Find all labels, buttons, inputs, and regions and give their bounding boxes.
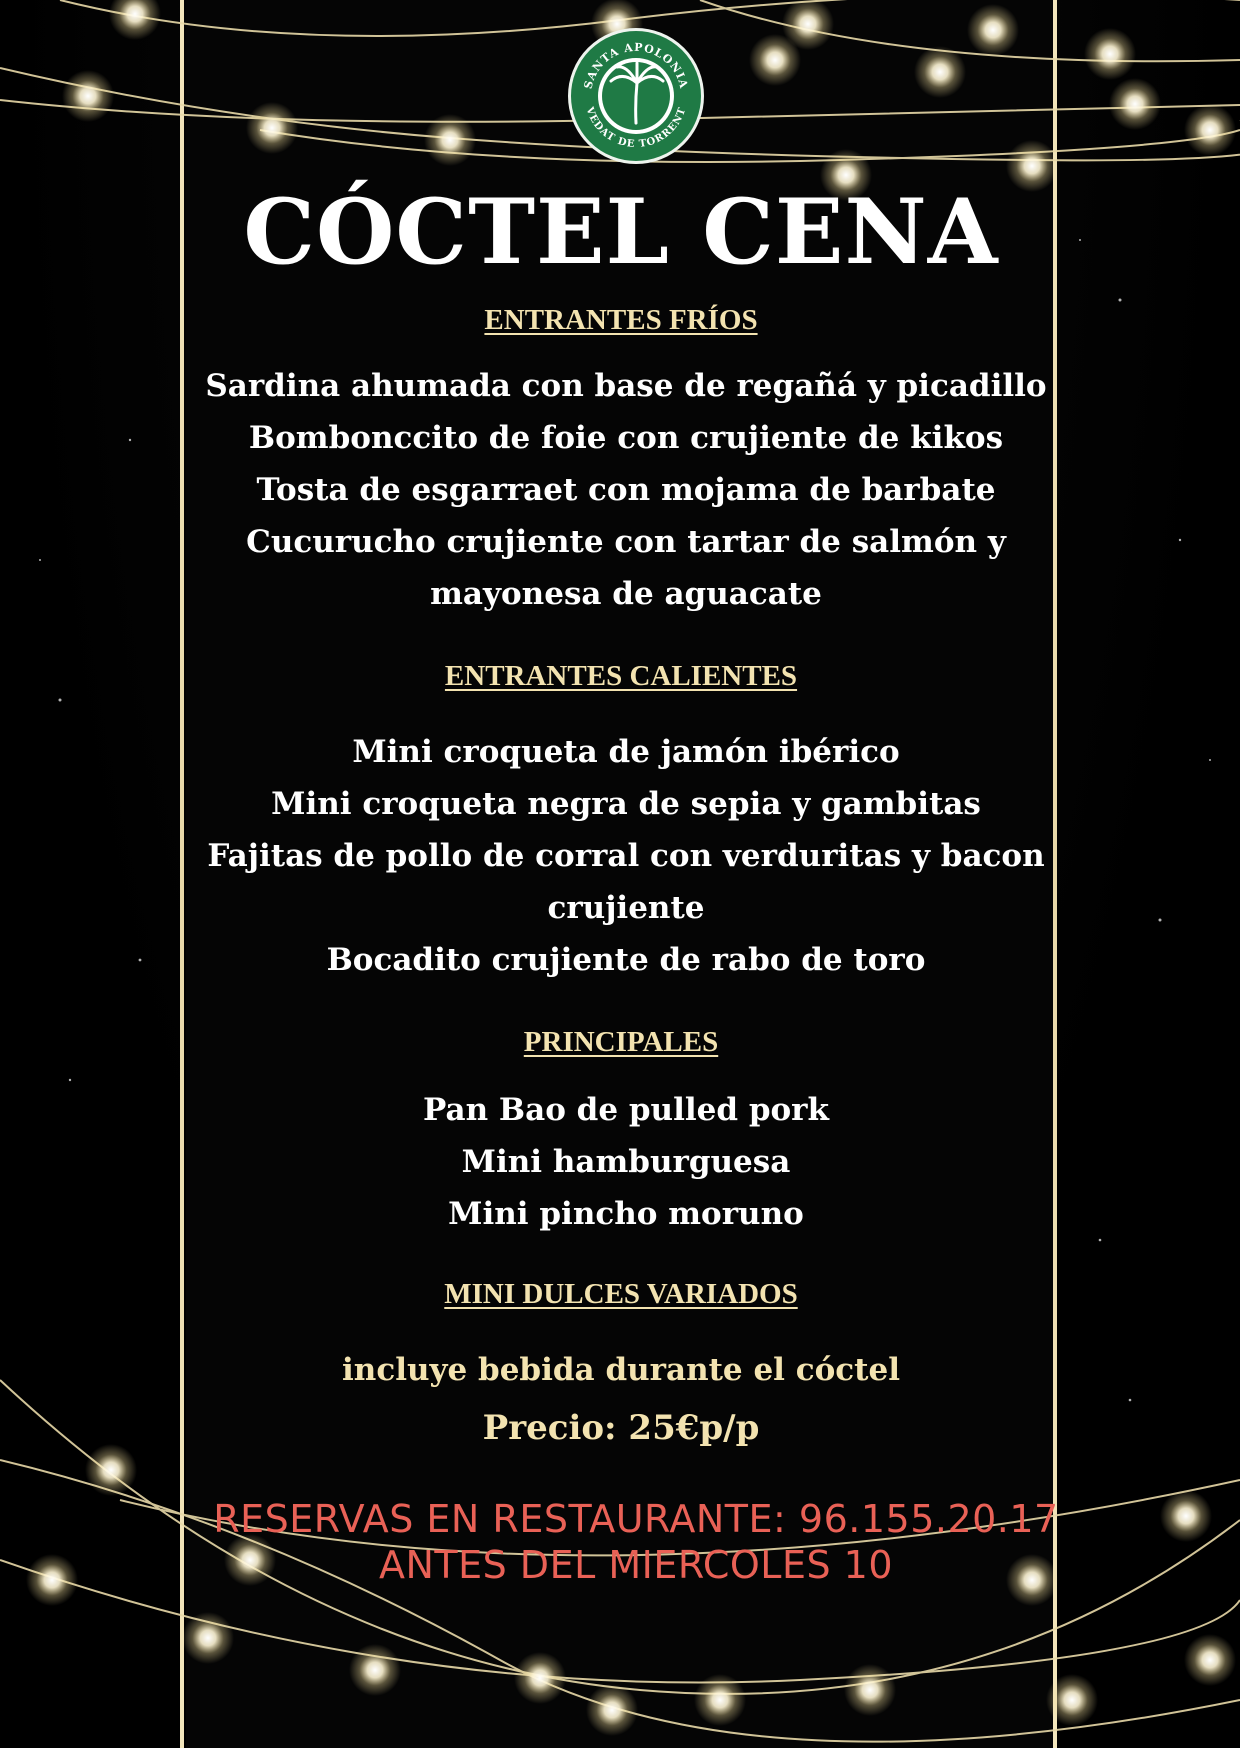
list-item: Bombonccito de foie con crujiente de kikos [248,420,1004,456]
hot-starters-list [196,726,1056,986]
price: Precio: 25€p/p [482,1408,760,1448]
list-item: Mini croqueta de jamón ibérico [352,734,900,770]
list-item: Mini hamburguesa [461,1144,791,1180]
reservations-deadline: ANTES DEL MIERCOLES 10 [378,1543,894,1587]
list-item: crujiente [547,890,705,926]
list-item: Bocadito crujiente de rabo de toro [326,942,926,978]
list-item: Sardina ahumada con base de regañá y picadillo [205,368,1047,404]
list-item: Pan Bao de pulled pork [423,1092,829,1128]
list-item: Cucurucho crujiente con tartar de salmón y [246,524,1006,560]
heading-hot-starters: ENTRANTES CALIENTES [444,660,798,692]
heading-mains: PRINCIPALES [523,1026,719,1058]
list-item: Tosta de esgarraet con mojama de barbate [256,472,996,508]
list-item: mayonesa de aguacate [430,576,822,612]
logo-top-text: SANTA APOLONIA [581,40,691,91]
heading-cold-starters: ENTRANTES FRÍOS [484,304,758,336]
palm-tree-icon [571,31,701,161]
list-item: Mini pincho moruno [448,1196,804,1232]
restaurant-logo [568,28,704,164]
page-title: CÓCTEL CENA [243,179,999,285]
heading-desserts: MINI DULCES VARIADOS [444,1278,798,1310]
cold-starters-list [196,360,1056,620]
list-item: Mini croqueta negra de sepia y gambitas [271,786,981,822]
logo-bottom-text: VEDAT DE TORRENT [583,105,689,151]
drinks-note: incluye bebida durante el cóctel [342,1352,900,1388]
reservations-phone: RESERVAS EN RESTAURANTE: 96.155.20.17 [213,1497,1059,1541]
list-item: Fajitas de pollo de corral con verduritas y bacon [207,838,1045,874]
mains-list [196,1084,1056,1240]
